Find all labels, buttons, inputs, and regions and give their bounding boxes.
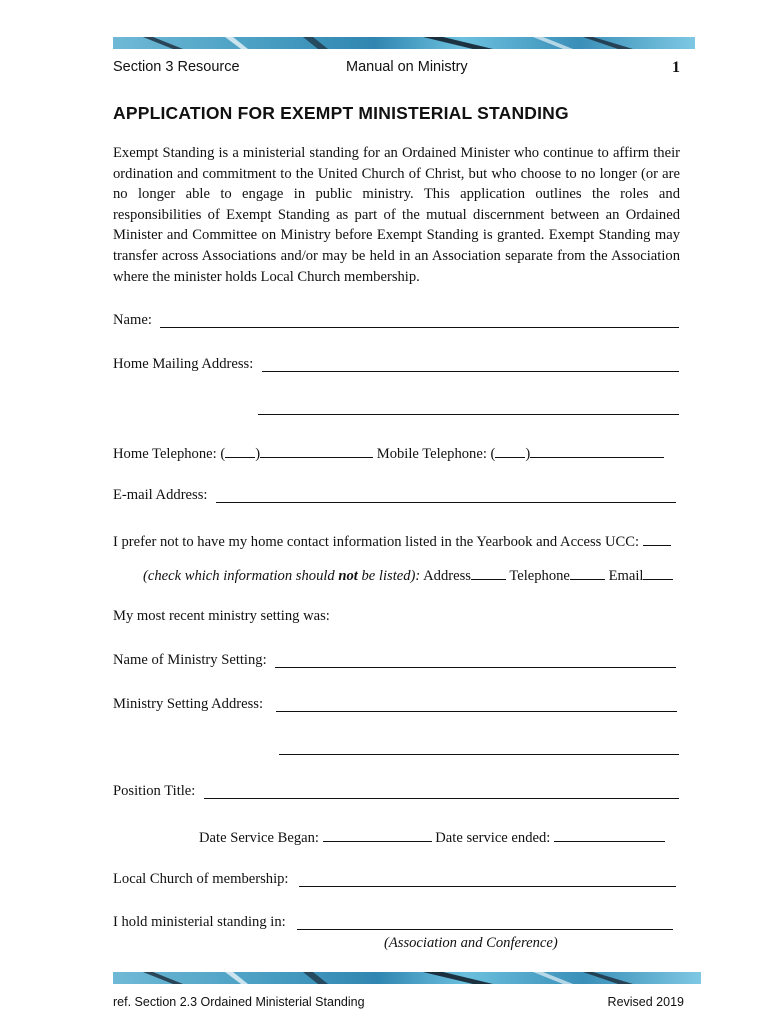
- header-section: Section 3 Resource: [113, 59, 240, 75]
- position-title-label: Position Title:: [113, 783, 196, 799]
- footer-revised: Revised 2019: [607, 995, 684, 1009]
- name-label: Name:: [113, 312, 152, 328]
- mobile-phone-paren: ): [525, 446, 531, 462]
- recent-setting-heading: My most recent ministry setting was:: [113, 608, 330, 624]
- setting-address-input-line2[interactable]: [279, 753, 679, 755]
- mobile-phone-label: Mobile Telephone: (: [376, 446, 496, 462]
- mobile-phone-input[interactable]: [530, 443, 664, 458]
- setting-address-label: Ministry Setting Address:: [113, 696, 263, 712]
- standing-caption: (Association and Conference): [384, 935, 558, 951]
- position-title-row: [113, 783, 195, 800]
- home-phone-area-input[interactable]: [225, 443, 255, 458]
- date-began-input[interactable]: [323, 827, 432, 842]
- date-ended-input[interactable]: [554, 827, 665, 842]
- standing-in-row: [113, 914, 286, 931]
- setting-name-input[interactable]: [275, 666, 676, 668]
- intro-paragraph: Exempt Standing is a ministerial standing for an Ordained Minister who continue to affirm their ordination and commitment to the United Church of Christ, but who choose to no longer (or are no longer able to engage in public ministry. This application outlines the roles and responsibilities of Exempt Standing as part of the mutual discernment between an Ordained Minister and Committee on Ministry before Exempt Standing is granted. Exempt Standing may transfer across Associations and/or may be held in an Association separate from the Association where the minister holds Local Church membership.: [113, 145, 680, 285]
- position-title-input[interactable]: [204, 797, 679, 799]
- local-church-row: [113, 871, 288, 888]
- mobile-phone-area-input[interactable]: [495, 443, 525, 458]
- header-banner: [113, 37, 695, 49]
- check-not: not: [338, 568, 358, 584]
- home-address-label: Home Mailing Address:: [113, 356, 254, 372]
- option-address-label: Address: [423, 568, 471, 584]
- option-address-checkbox[interactable]: [471, 565, 506, 580]
- local-church-input[interactable]: [299, 885, 676, 887]
- check-options-row: [143, 565, 673, 585]
- home-address-input[interactable]: [262, 370, 679, 372]
- option-email-checkbox[interactable]: [643, 565, 673, 580]
- email-row: [113, 487, 207, 504]
- setting-address-row: [113, 696, 263, 713]
- option-telephone-label: Telephone: [509, 568, 570, 584]
- local-church-label: Local Church of membership:: [113, 871, 289, 887]
- check-suffix: be listed):: [357, 568, 421, 584]
- setting-name-label: Name of Ministry Setting:: [113, 652, 267, 668]
- check-prefix: (check which information should: [143, 568, 339, 584]
- page-title: APPLICATION FOR EXEMPT MINISTERIAL STANDING: [113, 103, 569, 123]
- option-email-label: Email: [608, 568, 644, 584]
- home-address-input-line2[interactable]: [258, 413, 679, 415]
- date-ended-label: Date service ended:: [435, 830, 551, 846]
- standing-in-input[interactable]: [297, 928, 673, 930]
- setting-name-row: [113, 652, 267, 669]
- footer-banner: [113, 972, 701, 984]
- home-phone-paren: ): [255, 446, 261, 462]
- setting-address-input[interactable]: [276, 710, 677, 712]
- name-row: [113, 312, 152, 329]
- email-input[interactable]: [216, 501, 676, 503]
- prefer-not-row: [113, 531, 671, 551]
- home-address-row: [113, 356, 253, 373]
- name-input[interactable]: [160, 326, 679, 328]
- home-phone-input[interactable]: [260, 443, 373, 458]
- date-began-label: Date Service Began:: [199, 830, 319, 846]
- prefer-not-checkbox[interactable]: [643, 531, 671, 546]
- standing-in-label: I hold ministerial standing in:: [113, 914, 286, 930]
- prefer-not-label: I prefer not to have my home contact information listed in the Yearbook and Access UCC:: [113, 534, 640, 550]
- service-dates-row: [199, 827, 665, 847]
- option-telephone-checkbox[interactable]: [570, 565, 605, 580]
- header-manual: Manual on Ministry: [346, 59, 468, 75]
- email-label: E-mail Address:: [113, 487, 208, 503]
- footer-reference: ref. Section 2.3 Ordained Ministerial Standing: [113, 995, 365, 1009]
- home-phone-label: Home Telephone: (: [113, 446, 226, 462]
- page-number: 1: [672, 59, 680, 76]
- telephone-row: [113, 443, 664, 463]
